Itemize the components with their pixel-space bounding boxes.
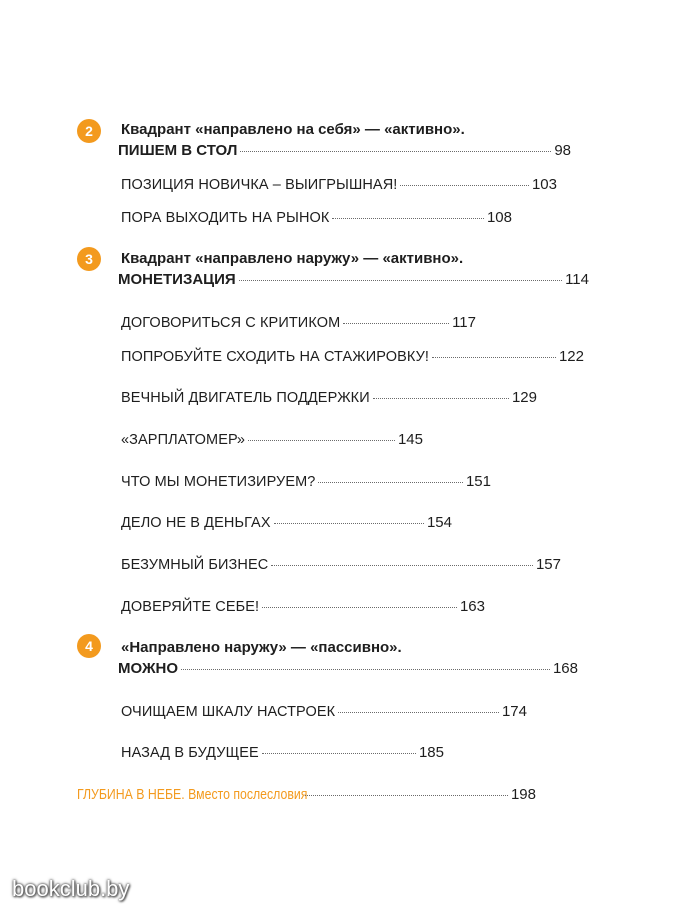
entry-label: ДЕЛО НЕ В ДЕНЬГАХ [121,515,271,531]
entry-label: ПОПРОБУЙТЕ СХОДИТЬ НА СТАЖИРОВКУ! [121,349,430,365]
page-number: 103 [531,176,557,193]
page-number: 174 [501,703,527,720]
toc-entry[interactable] [121,431,423,448]
entry-label: НАЗАД В БУДУЩЕЕ [121,745,259,761]
toc-entry[interactable] [121,514,452,531]
page-number: 129 [511,389,537,406]
page-number: 151 [465,473,491,490]
toc-entry[interactable] [121,556,561,573]
entry-label: БЕЗУМНЫЙ БИЗНЕС [121,557,269,573]
page-number: 185 [418,744,444,761]
dot-leader [432,357,556,358]
toc-entry[interactable] [121,703,527,720]
dot-leader [181,669,550,670]
toc-entry[interactable] [121,744,444,761]
toc-entry[interactable] [121,314,476,331]
section-heading: МОЖНО [118,660,179,677]
entry-label: ДОГОВОРИТЬСЯ С КРИТИКОМ [121,315,341,331]
section-number-badge: 2 [77,119,101,143]
dot-leader [262,753,416,754]
section-title: Квадрант «направлено наружу» — «активно». [121,250,464,267]
dot-leader [248,440,395,441]
entry-label: ПОЗИЦИЯ НОВИЧКА – ВЫИГРЫШНАЯ! [121,177,398,193]
entry-label: ОЧИЩАЕМ ШКАЛУ НАСТРОЕК [121,704,336,720]
page-number: 168 [552,660,578,677]
toc-section-entry[interactable] [118,660,578,677]
toc-section-entry[interactable] [118,142,571,159]
dot-leader [373,398,509,399]
dot-leader [239,280,562,281]
page-number: 157 [535,556,561,573]
page-number: 122 [558,348,584,365]
toc-entry[interactable] [121,176,557,193]
dot-leader [271,565,533,566]
toc-entry[interactable] [121,348,584,365]
dot-leader [338,712,499,713]
section-title: Квадрант «направлено на себя» — «активно». [121,121,465,138]
toc-section-entry[interactable] [118,271,589,288]
page-number: 108 [486,209,512,226]
entry-label: ПОРА ВЫХОДИТЬ НА РЫНОК [121,210,330,226]
page-number: 154 [426,514,452,531]
toc-entry[interactable] [121,598,485,615]
entry-label: ДОВЕРЯЙТЕ СЕБЕ! [121,599,260,615]
section-number-badge: 4 [77,634,101,658]
section-title: «Направлено наружу» — «пассивно». [121,639,402,656]
dot-leader [262,607,457,608]
page-number: 98 [554,142,571,159]
page-number: 163 [459,598,485,615]
page-number: 145 [397,431,423,448]
section-number-badge: 3 [77,247,101,271]
toc-entry[interactable] [121,209,512,226]
section-heading: ПИШЕМ В СТОЛ [118,142,238,159]
entry-label: «ЗАРПЛАТОМЕР» [121,432,246,448]
toc-entry[interactable] [121,473,491,490]
dot-leader [318,482,463,483]
page-number: 117 [452,314,476,331]
section-heading: МОНЕТИЗАЦИЯ [118,271,236,288]
watermark: bookclub.by [12,876,130,901]
afterword-label: ГЛУБИНА В НЕБЕ. Вместо послесловия [77,786,308,803]
toc-afterword-entry[interactable] [77,786,536,803]
toc-entry[interactable] [121,389,537,406]
dot-leader [400,185,529,186]
dot-leader [343,323,449,324]
entry-label: ЧТО МЫ МОНЕТИЗИРУЕМ? [121,474,316,490]
entry-label: ВЕЧНЫЙ ДВИГАТЕЛЬ ПОДДЕРЖКИ [121,390,370,406]
dot-leader [274,523,424,524]
page-number: 114 [565,271,589,288]
dot-leader [240,151,551,152]
dot-leader [332,218,483,219]
page-number: 198 [510,786,536,803]
dot-leader [305,795,508,796]
